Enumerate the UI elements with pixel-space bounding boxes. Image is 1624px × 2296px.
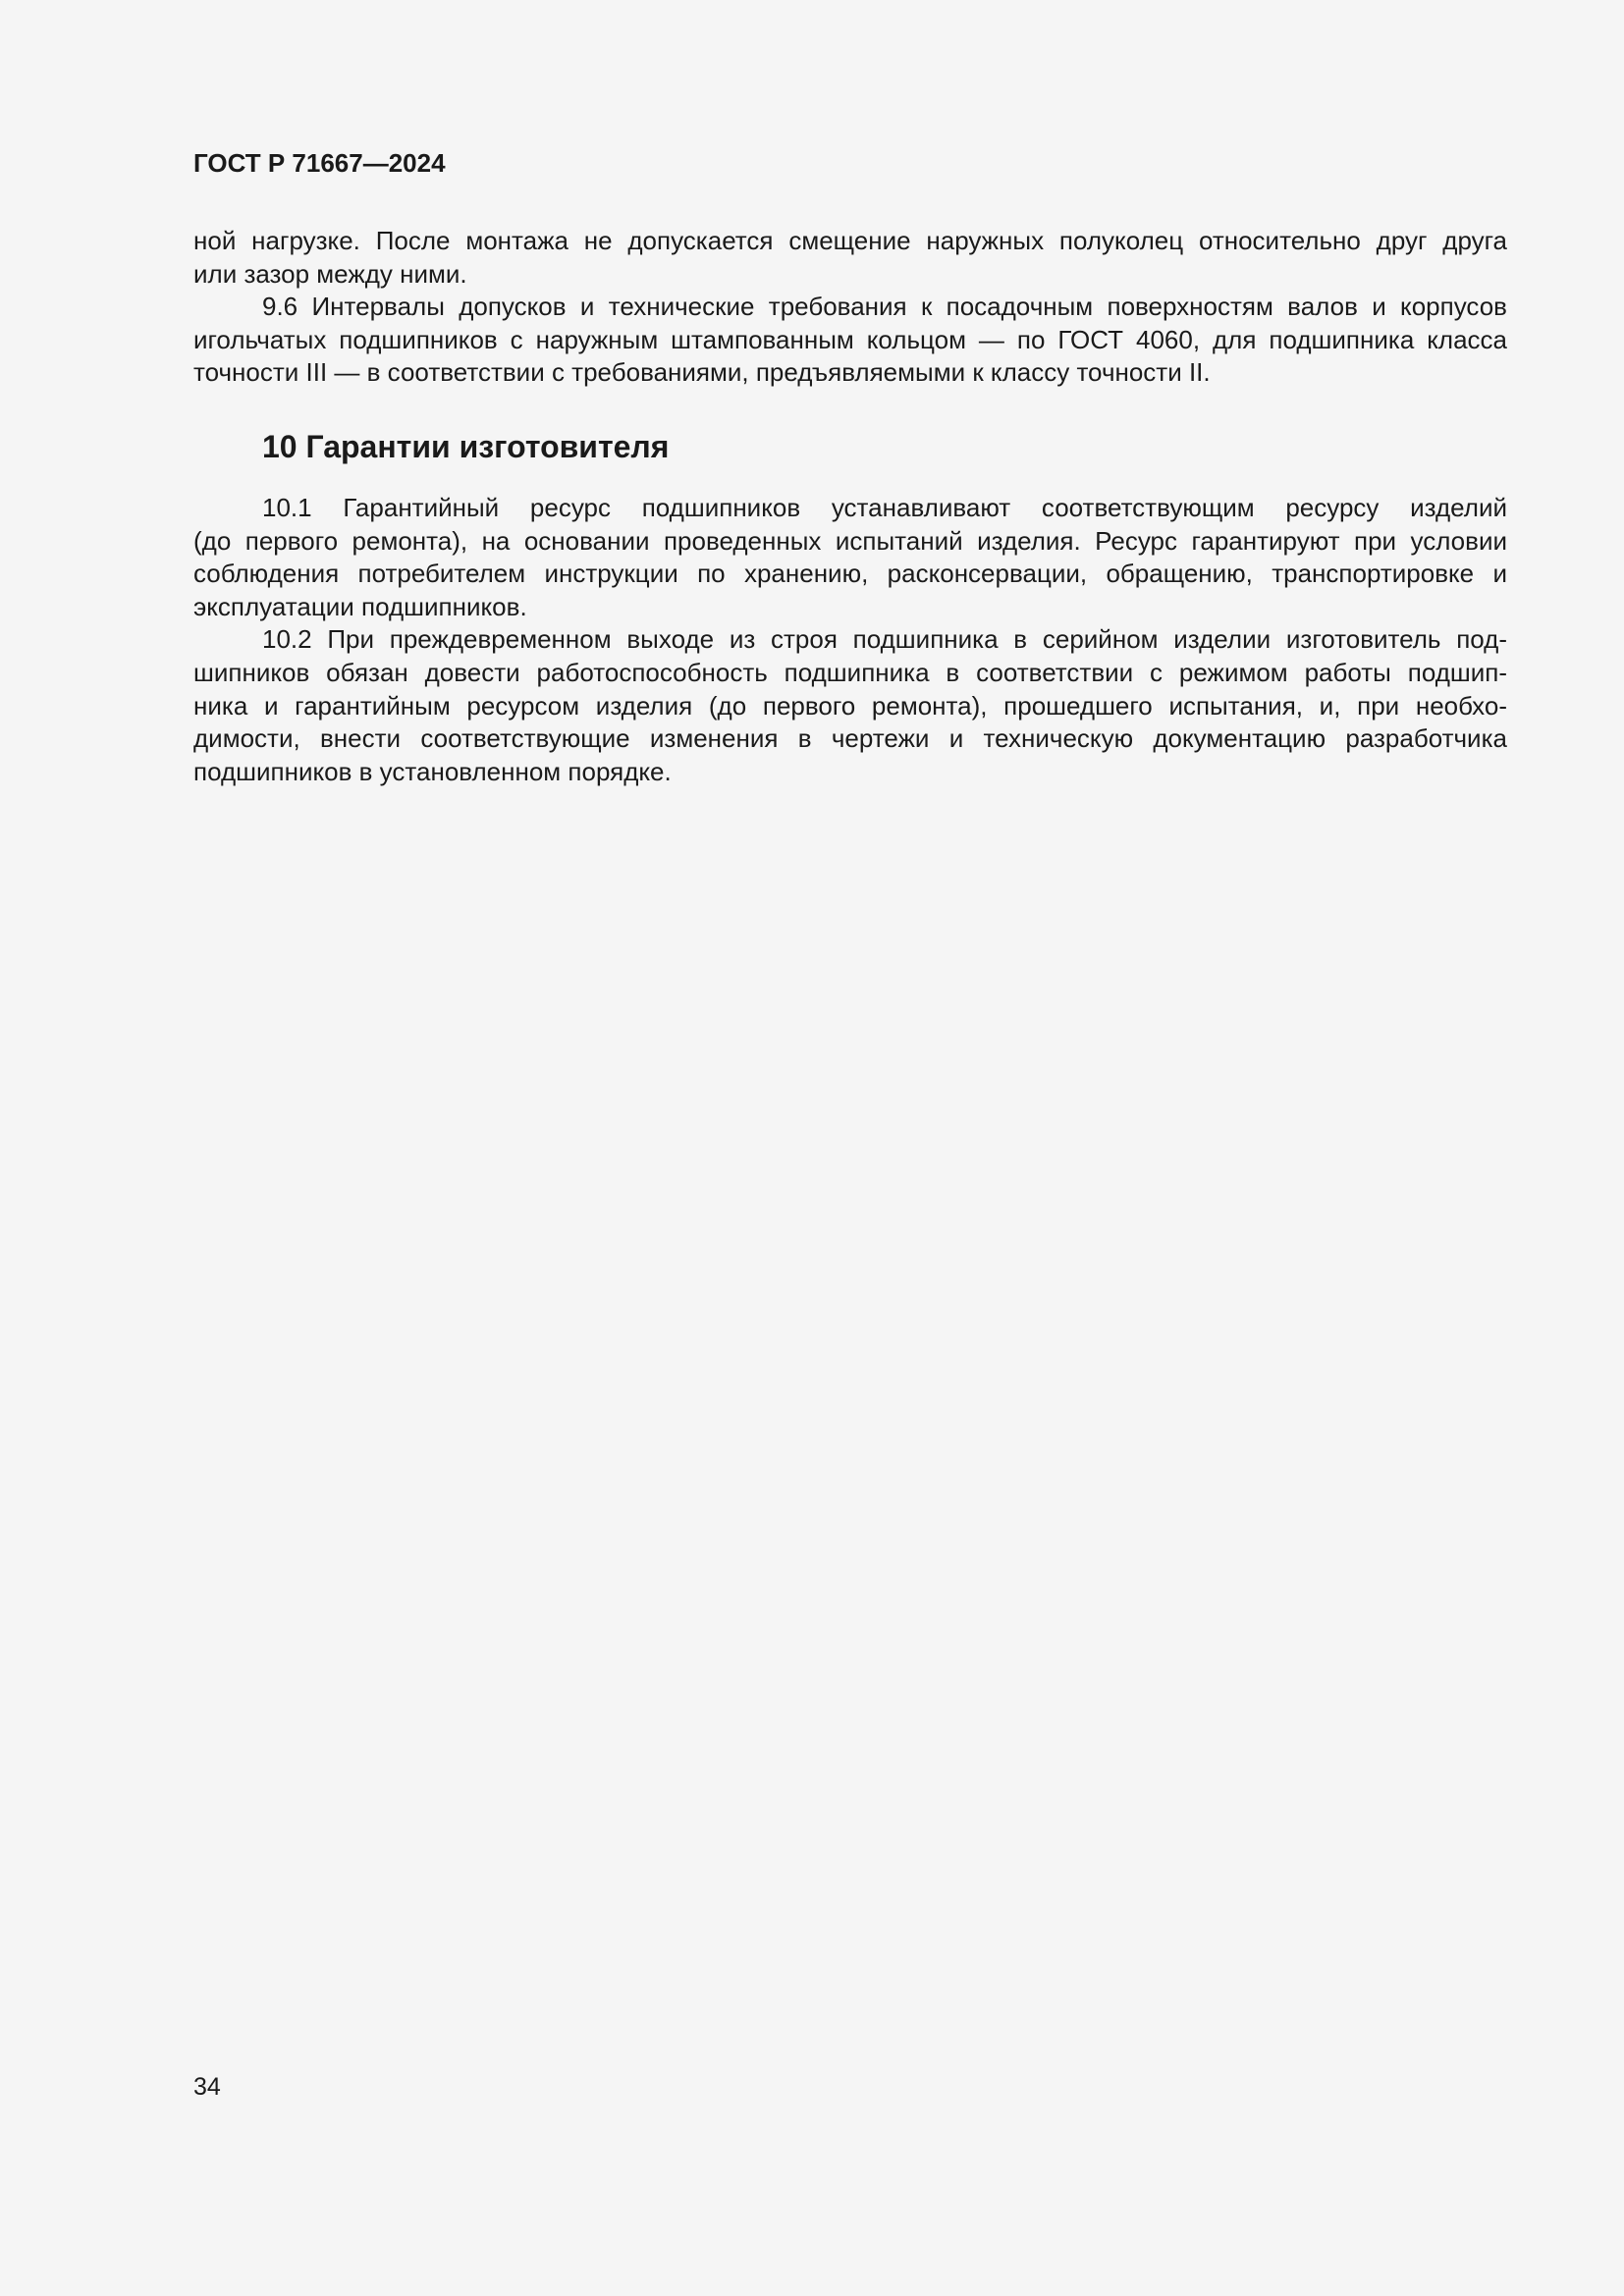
- text-line: соблюдения потребителем инструкции по хранению, расконсервации, обращению, транспортировке и: [193, 559, 1507, 589]
- text-line: или зазор между ними.: [193, 258, 467, 289]
- text-line: 9.6 Интервалы допусков и технические требования к посадочным поверхностям валов и корпусов: [262, 292, 1507, 322]
- document-body: [193, 225, 1507, 390]
- text-line: (до первого ремонта), на основании проведенных испытаний изделия. Ресурс гарантируют при условии: [193, 525, 1507, 556]
- text-line: 10.2 При преждевременном выходе из строя подшипника в серийном изделии изготовитель под-: [262, 624, 1507, 655]
- section-heading: 10 Гарантии изготовителя: [262, 429, 670, 464]
- text-line: игольчатых подшипников с наружным штампованным кольцом — по ГОСТ 4060, для подшипника класса: [193, 324, 1507, 354]
- text-line: ника и гарантийным ресурсом изделия (до первого ремонта), прошедшего испытания, и, при необхо-: [193, 690, 1507, 721]
- text-line: ной нагрузке. После монтажа не допускается смещение наружных полуколец относительно друг друга: [193, 226, 1507, 255]
- page-number: 34: [193, 2073, 221, 2101]
- text-line: 10.1 Гарантийный ресурс подшипников устанавливают соответствующим ресурсу изделий: [262, 493, 1507, 522]
- text-line: шипников обязан довести работоспособность подшипника в соответствии с режимом работы подшип-: [193, 657, 1507, 687]
- text-line: подшипников в установленном порядке.: [193, 756, 672, 786]
- text-line: димости, внести соответствующие изменения в чертежи и техническую документацию разработчика: [193, 723, 1507, 754]
- text-line: эксплуатации подшипников.: [193, 591, 527, 621]
- text-line: точности III — в соответствии с требованиями, предъявляемыми к классу точности II.: [193, 357, 1211, 388]
- document-code-header: ГОСТ Р 71667—2024: [193, 148, 446, 178]
- section-10-body: [193, 492, 1507, 788]
